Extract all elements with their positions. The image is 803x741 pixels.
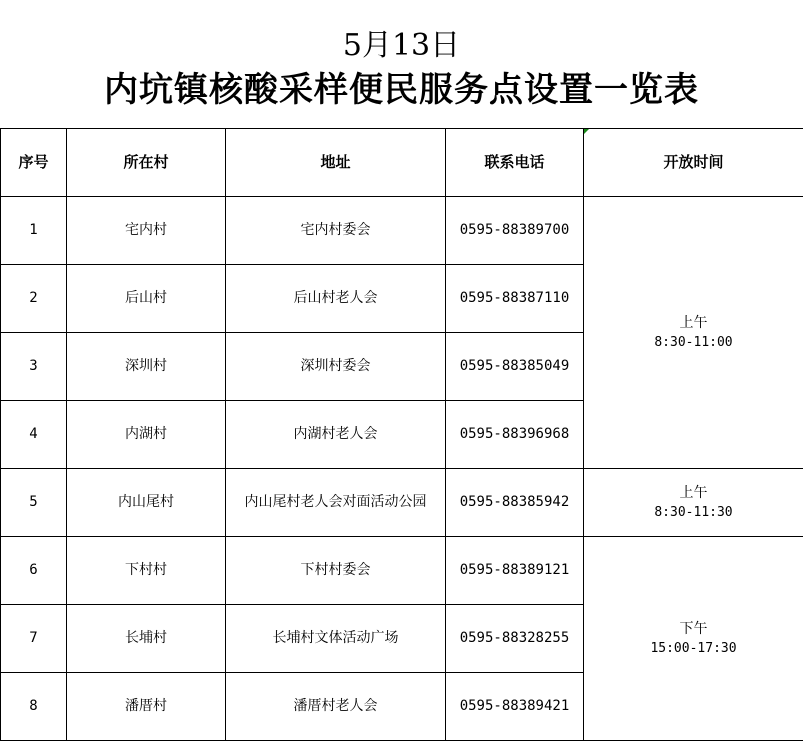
row-village: 潘厝村	[67, 673, 226, 741]
row-address: 潘厝村老人会	[226, 673, 446, 741]
hours-time: 8:30-11:00	[654, 334, 733, 350]
row-index: 5	[1, 469, 67, 537]
hours-time: 8:30-11:30	[654, 504, 733, 520]
hours-cell	[584, 537, 803, 741]
row-address: 内山尾村老人会对面活动公园	[226, 469, 446, 537]
title-date: 5月13日	[342, 28, 461, 63]
row-index: 6	[1, 537, 67, 605]
row-address: 下村村委会	[226, 537, 446, 605]
row-phone: 0595-88385942	[446, 469, 584, 537]
row-village: 内湖村	[67, 401, 226, 469]
row-phone: 0595-88389421	[446, 673, 584, 741]
row-index: 8	[1, 673, 67, 741]
table-row	[1, 197, 803, 265]
row-village: 内山尾村	[67, 469, 226, 537]
row-phone: 0595-88396968	[446, 401, 584, 469]
header-address: 地址	[226, 129, 446, 197]
row-village: 深圳村	[67, 333, 226, 401]
hours-period: 上午	[679, 314, 708, 331]
hours-time: 15:00-17:30	[650, 640, 737, 656]
row-address: 深圳村委会	[226, 333, 446, 401]
row-address: 宅内村委会	[226, 197, 446, 265]
row-index: 1	[1, 197, 67, 265]
row-village: 下村村	[67, 537, 226, 605]
schedule-table	[0, 128, 803, 741]
row-index: 2	[1, 265, 67, 333]
row-village: 长埔村	[67, 605, 226, 673]
header-index: 序号	[1, 129, 67, 197]
row-index: 3	[1, 333, 67, 401]
row-address: 内湖村老人会	[226, 401, 446, 469]
hours-cell	[584, 197, 803, 469]
row-phone: 0595-88328255	[446, 605, 584, 673]
row-village: 后山村	[67, 265, 226, 333]
row-village: 宅内村	[67, 197, 226, 265]
title-area	[0, 0, 803, 128]
row-phone: 0595-88389121	[446, 537, 584, 605]
hours-period: 上午	[679, 484, 708, 501]
row-index: 7	[1, 605, 67, 673]
hours-cell	[584, 469, 803, 537]
header-village: 所在村	[67, 129, 226, 197]
header-row	[1, 129, 803, 197]
header-phone: 联系电话	[446, 129, 584, 197]
row-index: 4	[1, 401, 67, 469]
row-address: 长埔村文体活动广场	[226, 605, 446, 673]
row-phone: 0595-88387110	[446, 265, 584, 333]
header-hours-label: 开放时间	[663, 153, 724, 171]
row-phone: 0595-88385049	[446, 333, 584, 401]
row-address: 后山村老人会	[226, 265, 446, 333]
cell-corner-marker	[584, 129, 589, 134]
header-hours	[584, 129, 803, 197]
table-row	[1, 537, 803, 605]
table-row	[1, 469, 803, 537]
page-title: 内坑镇核酸采样便民服务点设置一览表	[104, 70, 699, 110]
hours-period: 下午	[679, 620, 708, 637]
row-phone: 0595-88389700	[446, 197, 584, 265]
